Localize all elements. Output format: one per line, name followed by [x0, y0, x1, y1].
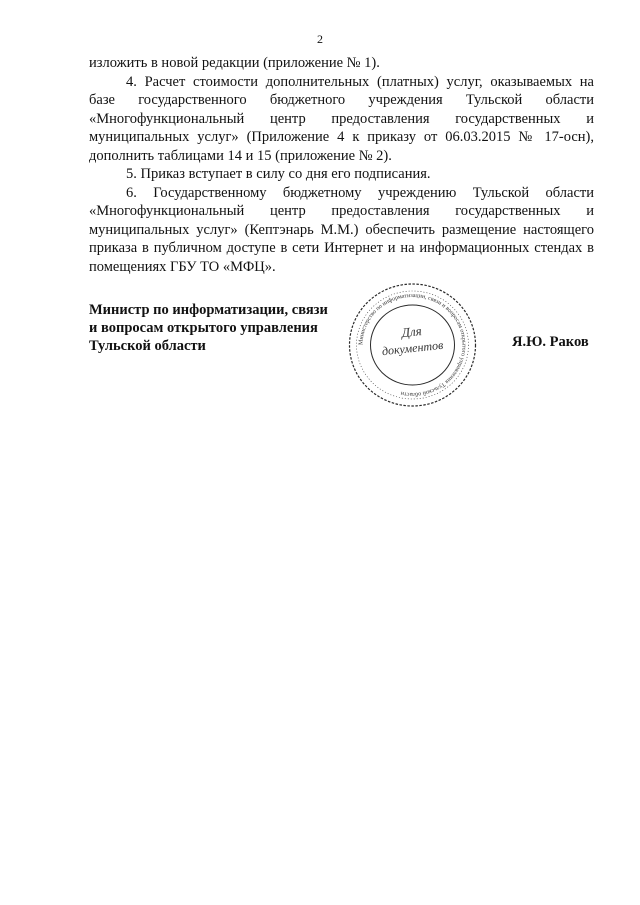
paragraph-item-5: 5. Приказ вступает в силу со дня его подписания. — [126, 166, 431, 182]
signatory-title-line: и вопросам открытого управления — [89, 320, 318, 336]
stamp-center-line-2: документов — [381, 337, 444, 359]
paragraph-continuation: изложить в новой редакции (приложение № 1). — [89, 55, 380, 71]
paragraph-item-6: 6. Государственному бюджетному учреждению Тульской области «Многофункциональный центр предоставления государственных и муниципальных услуг» (Кептэнарь М.М.) обеспечить размещение настоящего приказа в публичном доступе в сети Интернет и на информационных стендах в помещениях ГБУ ТО «МФЦ». — [89, 184, 594, 275]
signatory-title — [89, 301, 349, 355]
document-body — [89, 54, 594, 276]
official-stamp — [345, 280, 480, 410]
signatory-name: Я.Ю. Раков — [512, 334, 589, 350]
page-number: 2 — [317, 32, 323, 46]
stamp-center-line-1: Для — [400, 323, 423, 341]
stamp-ring-text: Министерство по информатизации, связи и вопросам открытого управления Тульской области — [358, 292, 467, 398]
paragraph-item-4: 4. Расчет стоимости дополнительных (платных) услуг, оказываемых на базе государственного бюджетного учреждения Тульской области «Многофункциональный центр предоставления государственных и муниципальных услуг» (Приложение 4 к приказу от 06.03.2015 № 17-осн), дополнить таблицами 14 и 15 (приложение № 2). — [89, 73, 594, 164]
signatory-title-line: Министр по информатизации, связи — [89, 302, 328, 318]
signatory-title-line: Тульской области — [89, 338, 206, 354]
